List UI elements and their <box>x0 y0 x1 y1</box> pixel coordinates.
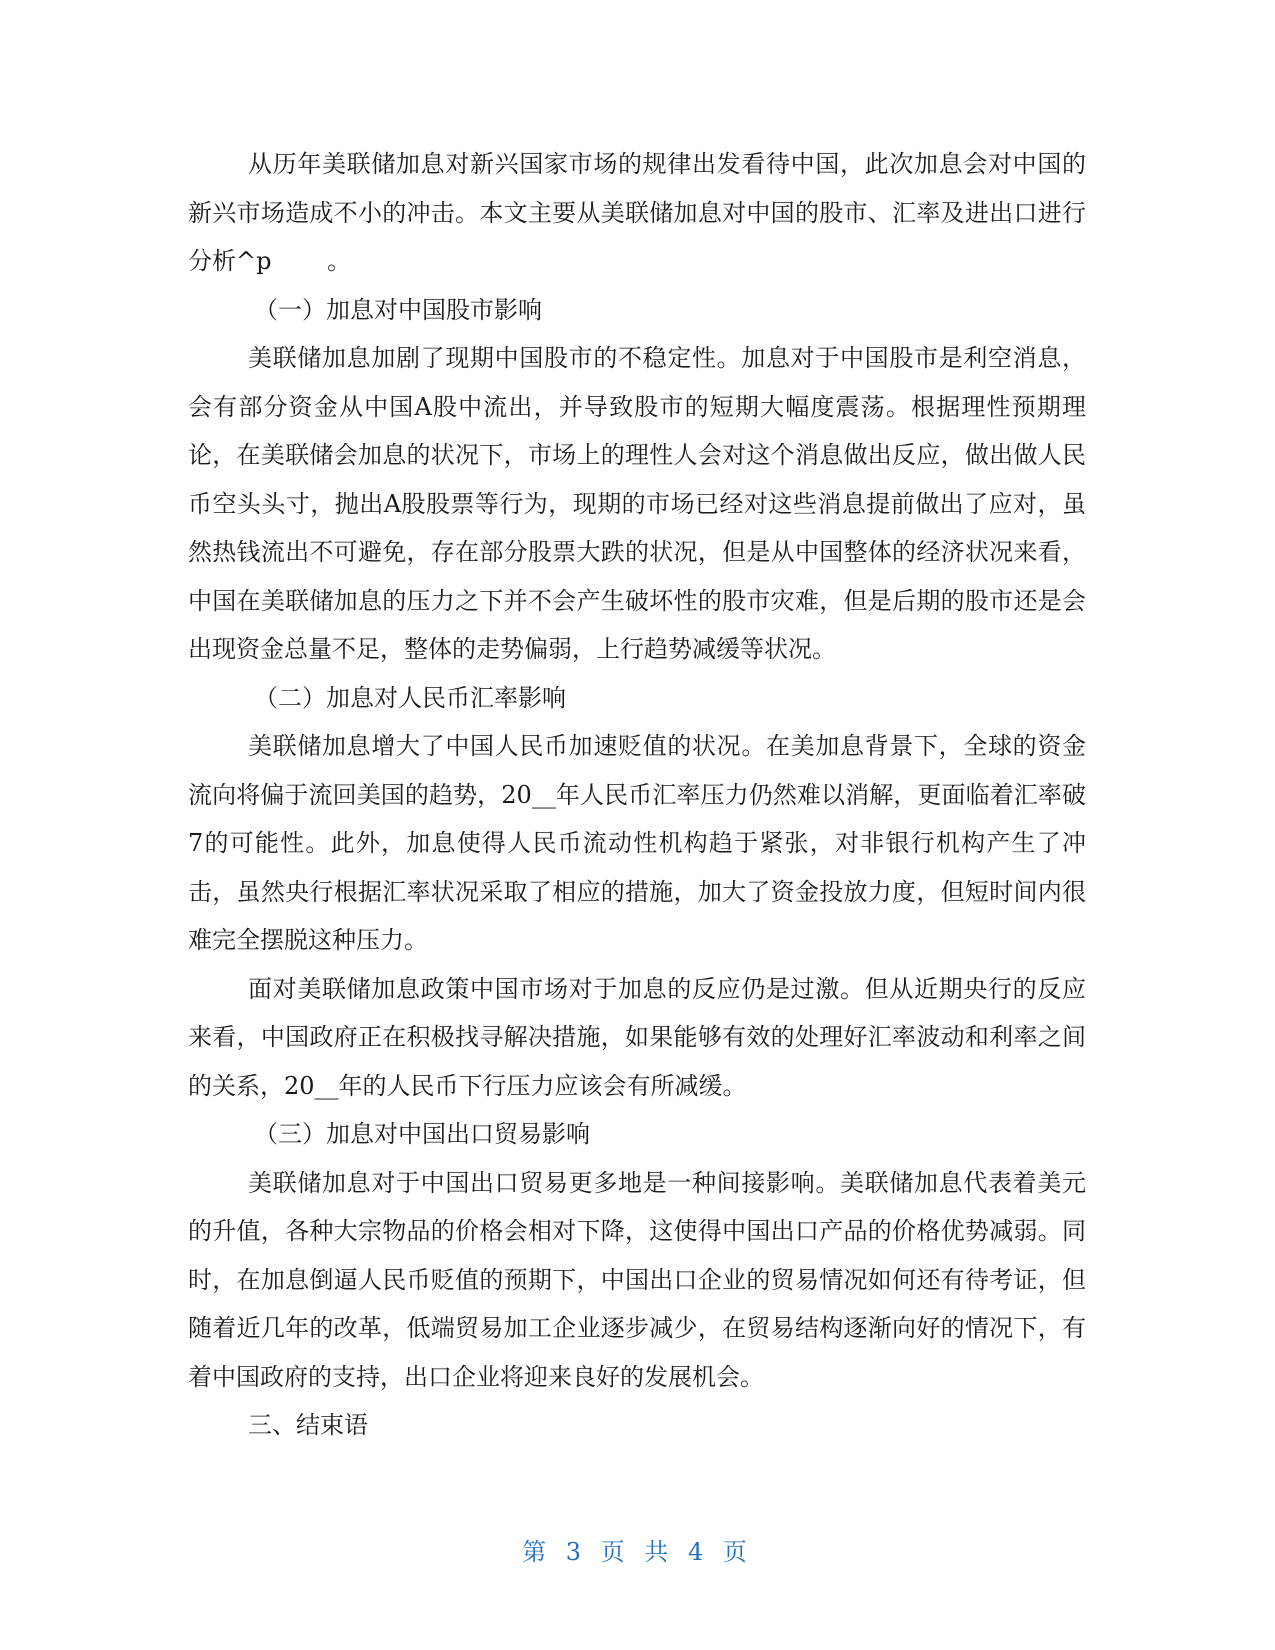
exchange-rate-paragraph-1: 美联储加息增大了中国人民币加速贬值的状况。在美加息背景下，全球的资金流向将偏于流回美国的趋势，20__年人民币汇率压力仍然难以消解，更面临着汇率破7的可能性。此外，加息使得人民币流动性机构趋于紧张，对非银行机构产生了冲击，虽然央行根据汇率状况采取了相应的措施，加大了资金投放力度，但短时间内很难完全摆脱这种压力。 <box>188 732 1086 954</box>
exchange-rate-paragraph-2: 面对美联储加息政策中国市场对于加息的反应仍是过激。但从近期央行的反应来看，中国政府正在积极找寻解决措施，如果能够有效的处理好汇率波动和利率之间的关系，20__年的人民币下行压力应该会有所减缓。 <box>188 974 1086 1100</box>
stock-market-paragraph: 美联储加息加剧了现期中国股市的不稳定性。加息对于中国股市是利空消息，会有部分资金从中国A股中流出，并导致股市的短期大幅度震荡。根据理性预期理论，在美联储会加息的状况下，市场上的理性人会对这个消息做出反应，做出做人民币空头头寸，抛出A股股票等行为，现期的市场已经对这些消息提前做出了应对，虽然热钱流出不可避免，存在部分股票大跌的状况，但是从中国整体的经济状况来看，中国在美联储加息的压力之下并不会产生破坏性的股市灾难，但是后期的股市还是会出现资金总量不足，整体的走势偏弱，上行趋势减缓等状况。 <box>188 344 1086 663</box>
section-heading-stock-market: （一）加息对中国股市影响 <box>254 295 542 324</box>
page-number-footer: 第 3 页 共 4 页 <box>522 1538 753 1566</box>
section-heading-export-trade: （三）加息对中国出口贸易影响 <box>254 1120 590 1148</box>
intro-paragraph: 从历年美联储加息对新兴国家市场的规律出发看待中国，此次加息会对中国的新兴市场造成不小的冲击。本文主要从美联储加息对中国的股市、汇率及进出口进行分析^p 。 <box>188 150 1086 275</box>
section-heading-exchange-rate: （二）加息对人民币汇率影响 <box>254 683 566 712</box>
document-body <box>188 140 1086 1450</box>
export-trade-paragraph: 美联储加息对于中国出口贸易更多地是一种间接影响。美联储加息代表着美元的升值，各种大宗物品的价格会相对下降，这使得中国出口产品的价格优势减弱。同时，在加息倒逼人民币贬值的预期下，中国出口企业的贸易情况如何还有待考证，但随着近几年的改革，低端贸易加工企业逐步减少，在贸易结构逐渐向好的情况下，有着中国政府的支持，出口企业将迎来良好的发展机会。 <box>188 1168 1086 1391</box>
section-heading-conclusion: 三、结束语 <box>248 1411 368 1439</box>
